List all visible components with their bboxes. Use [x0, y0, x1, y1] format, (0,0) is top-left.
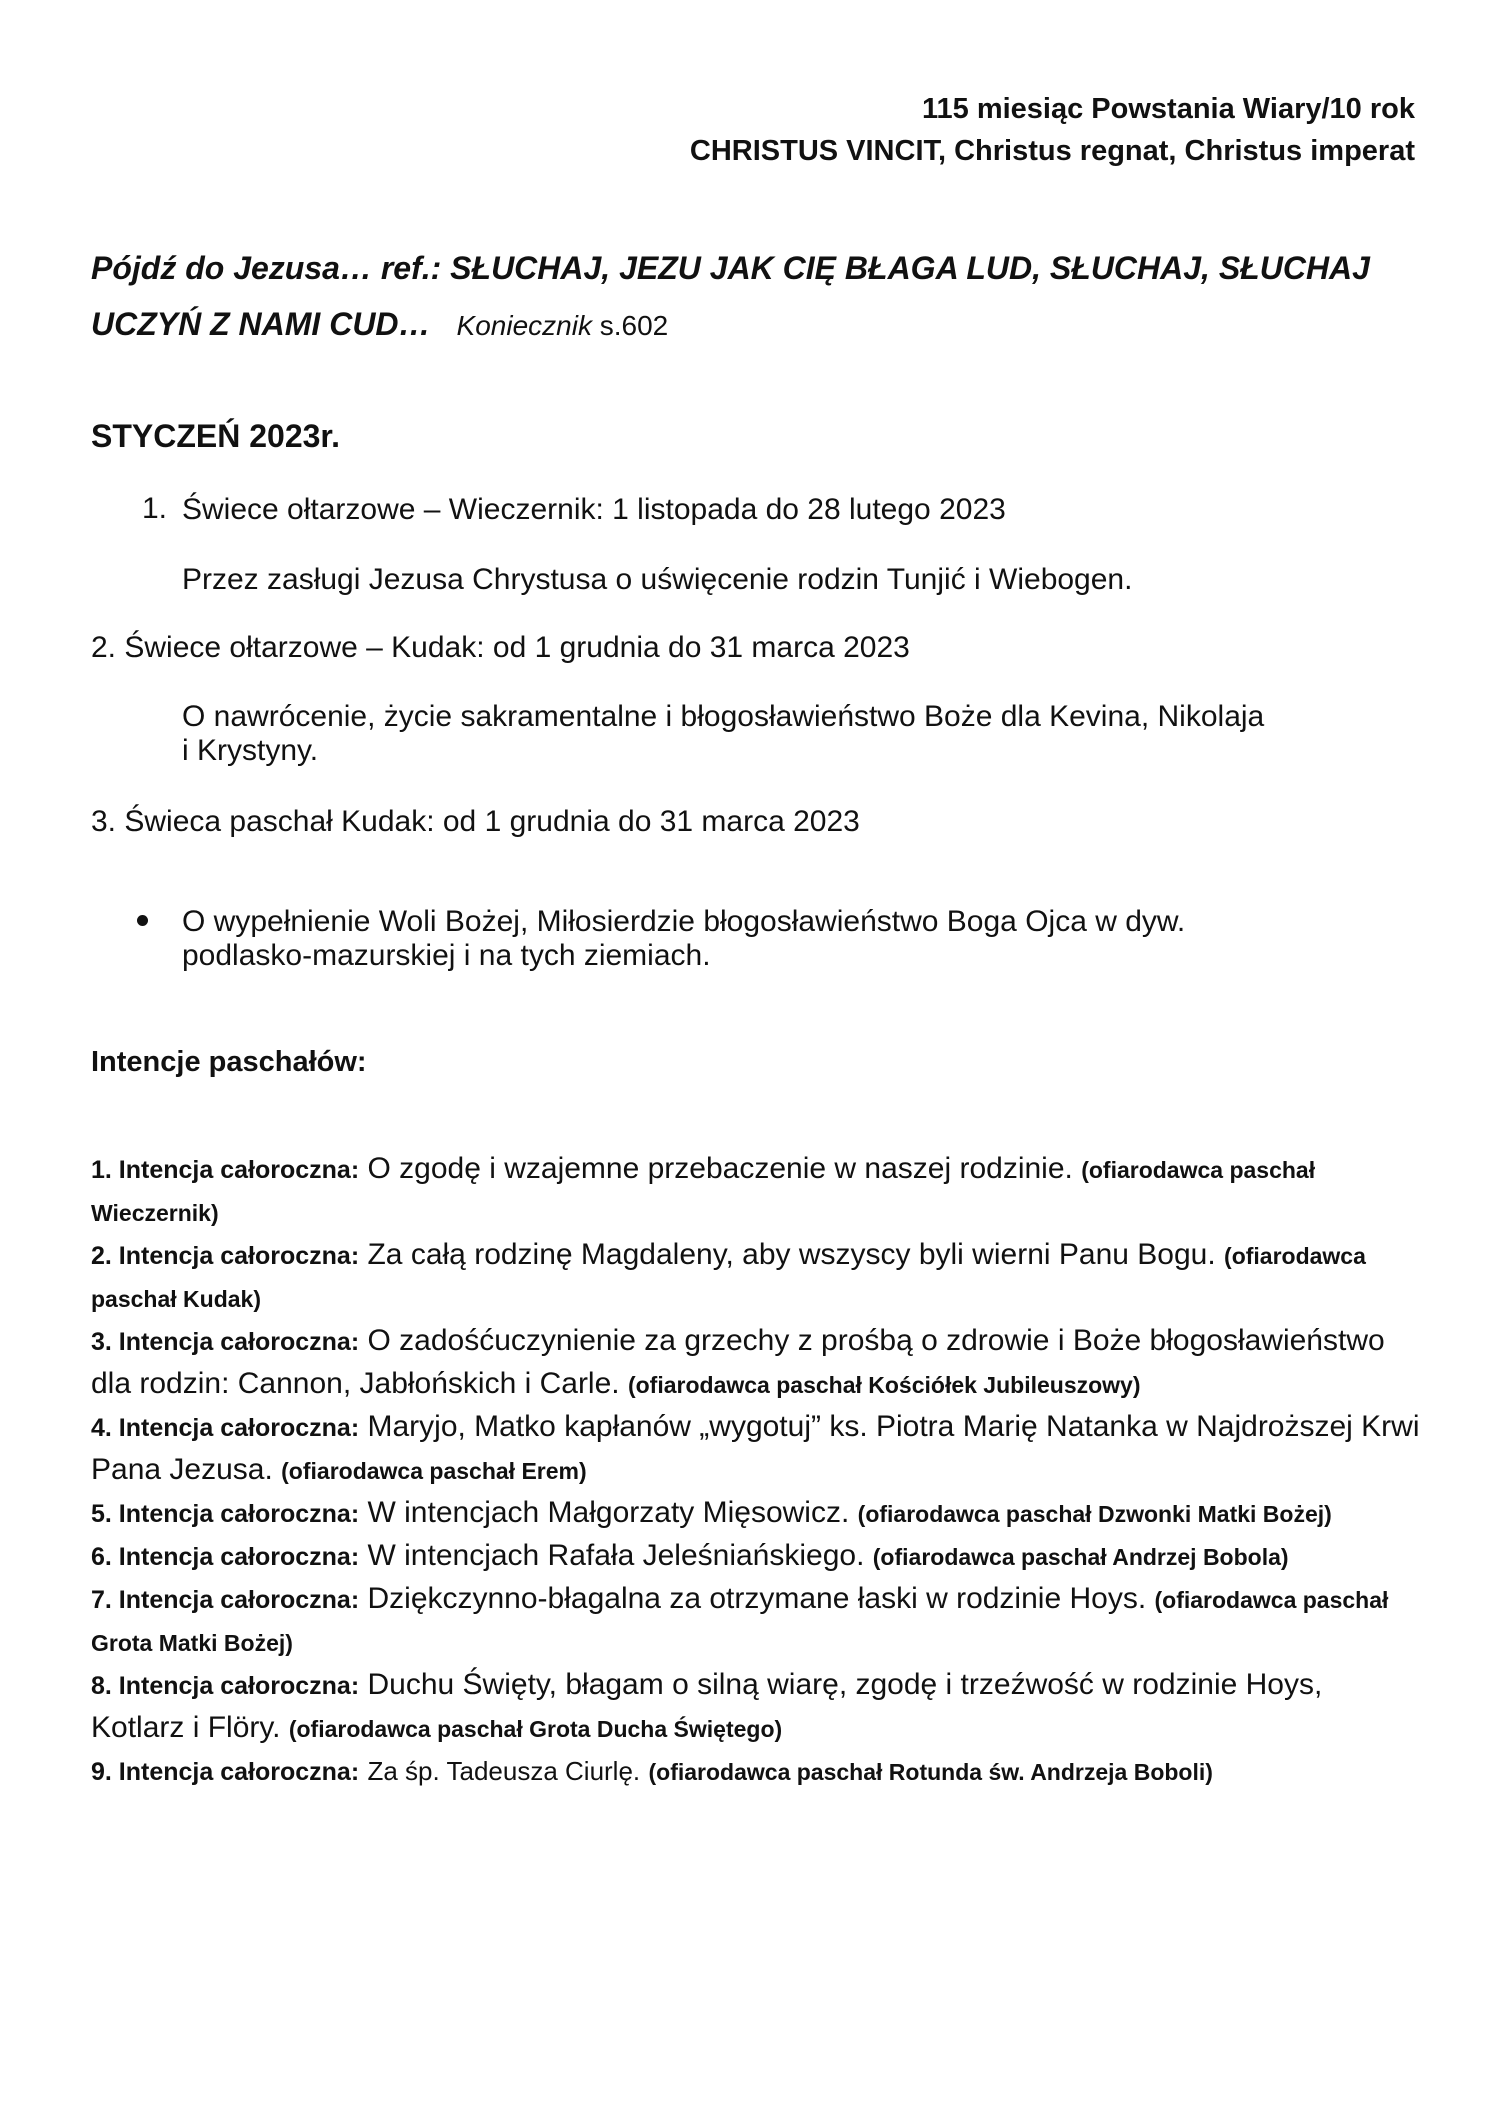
intention-text: W intencjach Rafała Jeleśniańskiego.	[367, 1539, 865, 1572]
intention-item	[91, 1406, 1421, 1492]
candle-2-intention-line-1: O nawrócenie, życie sakramentalne i błogosławieństwo Boże dla Kevina, Nikolaja	[182, 700, 1265, 733]
intention-label: 1. Intencja całoroczna:	[91, 1156, 360, 1184]
intention-text: Za całą rodzinę Magdaleny, aby wszyscy byli wierni Panu Bogu.	[367, 1238, 1216, 1271]
page-header	[690, 88, 1415, 172]
intention-text: Duchu Święty, błagam o silną wiarę, zgodę i trzeźwość w rodzinie Hoys, Kotlarz i Flöry.	[91, 1668, 1323, 1744]
intention-item	[91, 1234, 1421, 1320]
candle-3-intention-line-1: O wypełnienie Woli Bożej, Miłosierdzie błogosławieństwo Boga Ojca w dyw.	[182, 905, 1186, 938]
candle-1-intention: Przez zasługi Jezusa Chrystusa o uświęcenie rodzin Tunjić i Wiebogen.	[182, 563, 1133, 596]
candle-2-title: 2. Świece ołtarzowe – Kudak: od 1 grudnia do 31 marca 2023	[91, 631, 910, 664]
intention-donor: (ofiarodawca paschał Kościółek Jubileuszowy)	[627, 1372, 1141, 1398]
intention-label: 8. Intencja całoroczna:	[91, 1672, 360, 1700]
candle-3-intention-line-2: podlasko-mazurskiej i na tych ziemiach.	[182, 939, 711, 972]
intention-item	[91, 1535, 1421, 1578]
candle-3-title: 3. Świeca paschał Kudak: od 1 grudnia do 31 marca 2023	[91, 805, 860, 838]
intention-text: Dziękczynno-błagalna za otrzymane łaski w rodzinie Hoys.	[367, 1582, 1147, 1615]
intention-donor: (ofiarodawca paschał Kudak)	[91, 1243, 1366, 1312]
candle-1-number: 1.	[142, 492, 168, 525]
header-line-1: 115 miesiąc Powstania Wiary/10 rok	[921, 93, 1415, 125]
candle-1-title: Świece ołtarzowe – Wieczernik: 1 listopada do 28 lutego 2023	[182, 493, 1006, 526]
header-line-2: CHRISTUS VINCIT, Christus regnat, Christus imperat	[689, 135, 1415, 167]
hymn-source-page: s.602	[599, 310, 669, 341]
intention-label: 5. Intencja całoroczna:	[91, 1500, 360, 1528]
intention-text: O zgodę i wzajemne przebaczenie w naszej rodzinie.	[367, 1152, 1073, 1185]
paschal-heading: Intencje paschałów:	[91, 1046, 367, 1078]
intention-text: Maryjo, Matko kapłanów „wygotuj” ks. Piotra Marię Natanka w Najdroższej Krwi Pana Jezusa.	[91, 1410, 1420, 1486]
intention-item	[91, 1148, 1421, 1234]
intention-item	[91, 1578, 1421, 1664]
intention-label: 6. Intencja całoroczna:	[91, 1543, 360, 1571]
hymn-line-1: Pójdź do Jezusa… ref.: SŁUCHAJ, JEZU JAK CIĘ BŁAGA LUD, SŁUCHAJ, SŁUCHAJ	[91, 250, 1370, 286]
hymn-line-2-text: UCZYŃ Z NAMI CUD…	[91, 306, 431, 342]
intention-donor: (ofiarodawca paschał Rotunda św. Andrzeja Boboli)	[648, 1759, 1213, 1785]
intention-donor: (ofiarodawca paschał Andrzej Bobola)	[872, 1544, 1289, 1570]
intention-label: 3. Intencja całoroczna:	[91, 1328, 360, 1356]
candle-2-intention-line-2: i Krystyny.	[182, 734, 319, 767]
intention-donor: (ofiarodawca paschał Grota Ducha Świętego)	[288, 1716, 783, 1742]
hymn-source	[457, 310, 669, 341]
hymn-block	[91, 240, 1421, 354]
intention-label: 2. Intencja całoroczna:	[91, 1242, 360, 1270]
intention-donor: (ofiarodawca paschał Grota Matki Bożej)	[91, 1587, 1389, 1656]
month-heading: STYCZEŃ 2023r.	[91, 418, 340, 454]
intention-item	[91, 1750, 1421, 1793]
hymn-line-2	[91, 296, 1421, 354]
hymn-source-author: Koniecznik	[456, 310, 592, 341]
intention-item	[91, 1664, 1421, 1750]
intentions-list	[91, 1148, 1421, 1793]
intention-donor: (ofiarodawca paschał Wieczernik)	[91, 1157, 1316, 1226]
intention-label: 4. Intencja całoroczna:	[91, 1414, 360, 1442]
intention-item	[91, 1320, 1421, 1406]
intention-label: 9. Intencja całoroczna:	[91, 1758, 360, 1786]
intention-text: O zadośćuczynienie za grzechy z prośbą o zdrowie i Boże błogosławieństwo dla rodzin: Cannon, Jabłońskich i Carle.	[91, 1324, 1385, 1400]
candle-3-intention	[182, 905, 1352, 973]
intention-text: Za śp. Tadeusza Ciurlę.	[367, 1756, 641, 1786]
bullet-icon	[137, 915, 148, 926]
intention-text: W intencjach Małgorzaty Mięsowicz.	[367, 1496, 850, 1529]
intention-donor: (ofiarodawca paschał Dzwonki Matki Bożej)	[857, 1501, 1332, 1527]
intention-item	[91, 1492, 1421, 1535]
intention-donor: (ofiarodawca paschał Erem)	[281, 1458, 587, 1484]
candle-2-intention	[182, 700, 1382, 768]
intention-label: 7. Intencja całoroczna:	[91, 1586, 360, 1614]
